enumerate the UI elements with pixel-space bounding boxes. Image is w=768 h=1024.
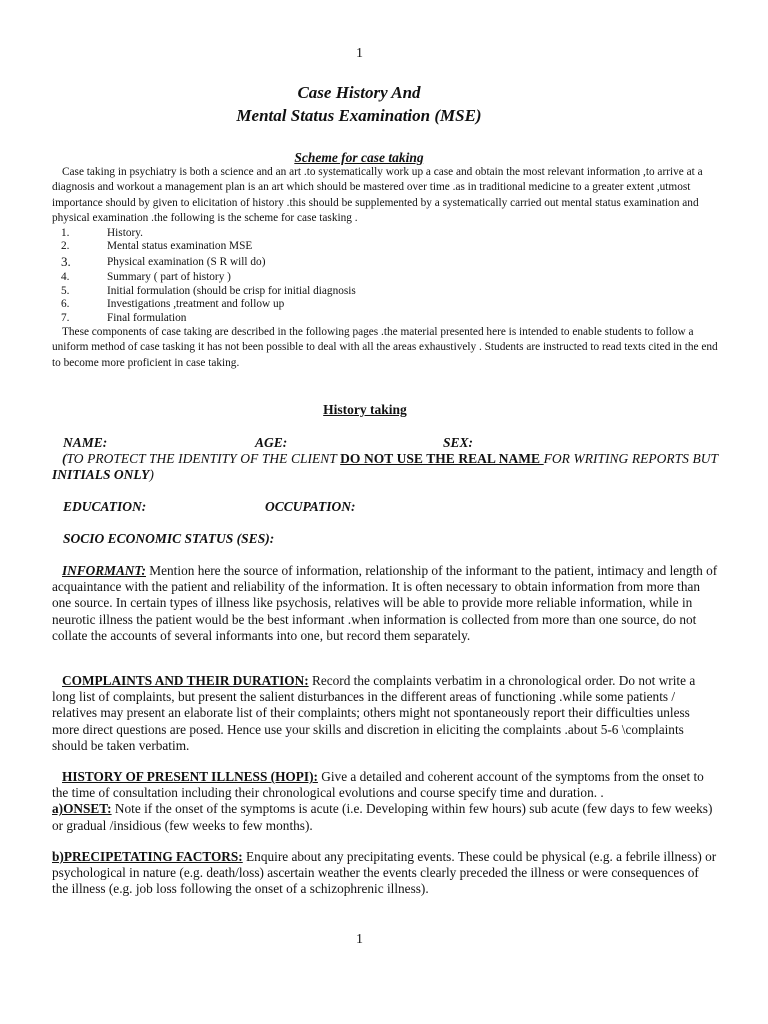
scheme-heading: Scheme for case taking [294, 150, 424, 165]
precipitating-body: Enquire about any precipitating events. These could be physical (e.g. a febrile illness) or psychological in nature (e.g. death/loss) ascertain weather the events clearly preceded the illness or were consequences of the illness (e.g. job loss following the onset of a schizophrenic illness). [52, 849, 717, 897]
ses-field-label: SOCIO ECONOMIC STATUS (SES): [63, 531, 275, 546]
sex-field-label: SEX: [443, 435, 474, 450]
list-item: 3. Physical examination (S R will do) [61, 254, 266, 270]
informant-heading: INFORMANT: [62, 563, 146, 578]
occupation-field-label: OCCUPATION: [265, 499, 356, 514]
hopi-body: Give a detailed and coherent account of the symptoms from the onset to the time of consultation including their chronological evolutions and course specify time and duration. . [52, 769, 704, 801]
history-heading: History taking [323, 402, 407, 417]
scheme-list [52, 227, 718, 325]
informant-body: Mention here the source of information, relationship of the informant to the patient, intimacy and length of acquaintance with the patient and reliability of the information. It is often necessary to obtain information from more than one source. In certain types of illness like psychosis, relatives will be able to provide more reliable information, while in neurotic illness the patient would be the best informant .when information is collected from more than one source, do not collate the accounts of several informants into one, but record them separately. [52, 563, 718, 643]
precipitating-section [52, 849, 718, 898]
list-item: 2. Mental status examination MSE [61, 240, 253, 253]
complaints-section [52, 673, 718, 754]
scheme-intro: Case taking in psychiatry is both a science and an art .to systematically work up a case and obtain the most relevant information ,to arrive at a diagnosis and workout a management plan is an art which should be mastered over time .as in traditional medicine to a greater extent ,utmost importance should by given to elicitation of history .this should be supplemented by a systematically carried out mental status examination and physical examination .the following is the scheme for case tasking . [52, 166, 703, 225]
list-item: 4. Summary ( part of history ) [61, 271, 231, 284]
complaints-heading: COMPLAINTS AND THEIR DURATION: [62, 673, 309, 688]
onset-body: Note if the onset of the symptoms is acute (i.e. Developing within few hours) sub acute (few days to few weeks) or gradual /insidious (few weeks to few months). [52, 801, 713, 833]
scheme-section [52, 165, 718, 371]
precipitating-heading: b)PRECIPETATING FACTORS: [52, 849, 243, 864]
complaints-body: Record the complaints verbatim in a chronological order. Do not write a long list of complaints, but present the salient disturbances in the different areas of functioning .while some patients / relatives may present an elaborate list of their complaints; others might not spontaneously report their difficulties unless more direct questions are posed. Hence use your skills and discretion in eliciting the complaints .about 5-6 \complaints should be taken verbatim. [52, 673, 696, 753]
age-field-label: AGE: [255, 435, 288, 450]
hopi-section [52, 769, 718, 834]
page-number-bottom: 1 [356, 932, 363, 947]
informant-section [52, 563, 718, 644]
name-field-label: NAME: [63, 435, 108, 450]
title-line-1: Case History And [297, 83, 421, 102]
hopi-heading: HISTORY OF PRESENT ILLNESS (HOPI): [62, 769, 318, 784]
education-field-label: EDUCATION: [63, 499, 147, 514]
page-number-top: 1 [356, 46, 363, 61]
list-item: 7. Final formulation [61, 311, 187, 324]
title-line-2: Mental Status Examination (MSE) [236, 106, 482, 125]
privacy-note: (TO PROTECT THE IDENTITY OF THE CLIENT DO NOT USE THE REAL NAME FOR WRITING REPORTS BUT INITIALS ONLY) [52, 451, 719, 482]
list-item: 5. Initial formulation (should be crisp for initial diagnosis [61, 284, 356, 297]
scheme-outro: These components of case taking are described in the following pages .the material presented here is intended to enable students to follow a uniform method of case tasking it has not been possible to deal with all the areas exhaustively . Students are instructed to read texts cited in the end to become more proficient in case taking. [52, 325, 718, 369]
onset-heading: a)ONSET: [52, 801, 112, 817]
list-item: 6. Investigations ,treatment and follow up [61, 298, 285, 311]
list-item: 1. History. [61, 226, 143, 239]
